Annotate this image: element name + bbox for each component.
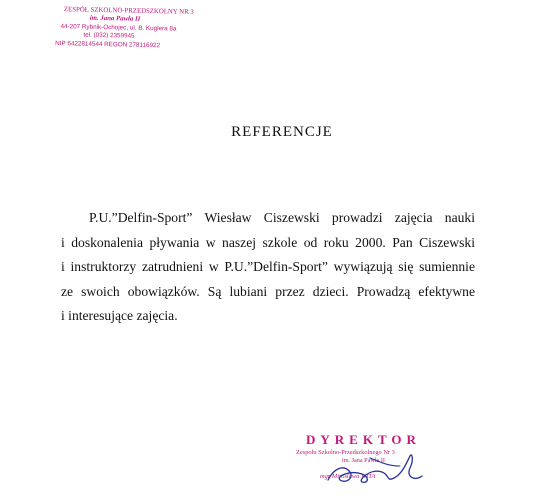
body-line-3: i instruktorzy zatrudnieni w P.U.”Delfin-Sport” wywiązują się sumiennie [61, 259, 475, 275]
body-line-2: i doskonalenia pływania w naszej szkole od roku 2000. Pan Ciszewski [61, 234, 475, 250]
body-line-5: i interesujące zajęcia. [61, 308, 178, 324]
stamp-ids: NIP 6422814544 REGON 278116922 [55, 39, 161, 49]
body-line-1: P.U.”Delfin-Sport” Wiesław Ciszewski prowadzi zajęcia nauki [89, 210, 475, 225]
stamp-phone: tel. (032) 2359945 [83, 31, 135, 40]
stamp-address: 44-207 Rybnik-Ochojec, ul. B. Kuglera 8a [60, 22, 177, 33]
stamp-patron: im. Jana Pawła II [89, 15, 141, 24]
director-signature [310, 446, 440, 490]
school-stamp [55, 6, 206, 51]
director-stamp-name: mgr Mirosława WITA [320, 473, 376, 480]
director-stamp-patron: im. Jana Pawła II [342, 457, 385, 464]
document-title: REFERENCJE [231, 124, 333, 140]
director-stamp-title: DYREKTOR [306, 432, 421, 447]
stamp-school-name: ZESPÓŁ SZKOLNO-PRZEDSZKOLNY NR 3 [63, 6, 194, 16]
reference-body [61, 206, 475, 329]
body-line-4: ze swoich obowiązków. Są lubiani przez dzieci. Prowadzą efektywne [61, 283, 475, 299]
director-stamp-school: Zespołu Szkolno-Przedszkolnego Nr 3 [296, 449, 395, 456]
